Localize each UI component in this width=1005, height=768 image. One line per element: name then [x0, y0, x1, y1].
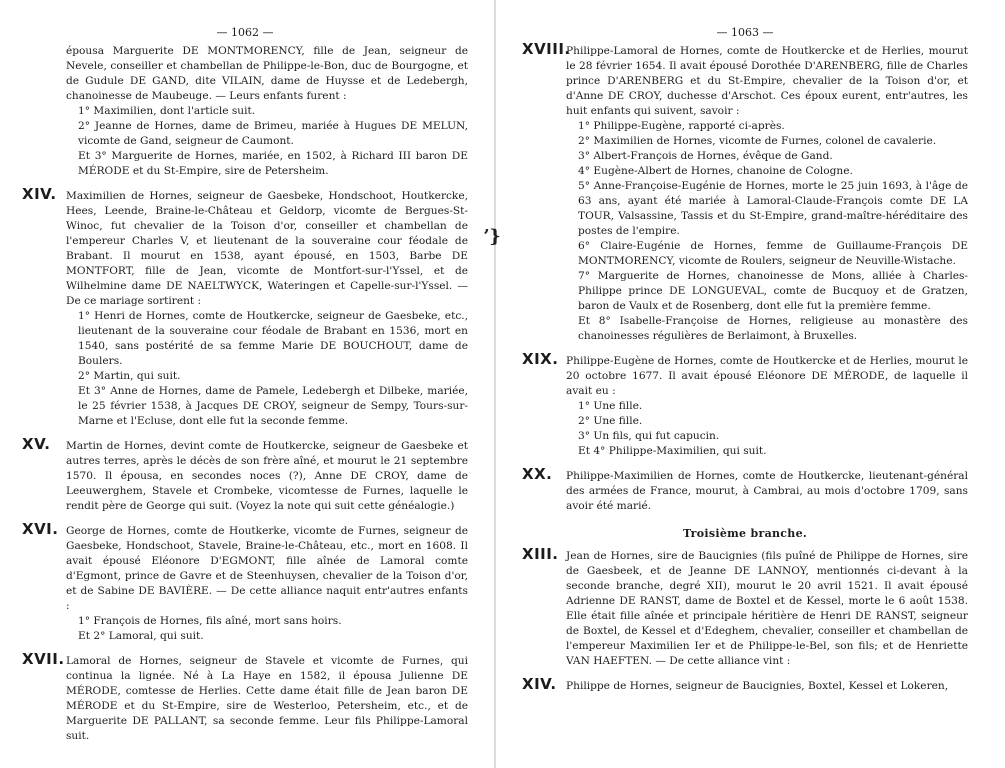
left-intro	[22, 44, 468, 179]
degree-numeral: XIV.	[522, 675, 557, 693]
degree-numeral: XVI.	[22, 520, 59, 538]
degree-numeral: XV.	[22, 435, 51, 453]
degree-numeral: XIX.	[522, 350, 559, 368]
entry-xvi	[22, 520, 468, 644]
entry-child: Et 8° Isabelle-Françoise de Hornes, religieuse au monastère des chanoinesses régulières de Berlaimont, à Bruxelles.	[578, 315, 968, 342]
left-page-number: — 1062 —	[216, 26, 274, 39]
entry-xviii	[522, 40, 968, 344]
entry-child: Et 4° Philippe-Maximilien, qui suit.	[578, 445, 767, 457]
entry-child: 1° Philippe-Eugène, rapporté ci-après.	[578, 120, 785, 132]
entry-xiv	[22, 185, 468, 429]
intro-paragraph: épousa Marguerite DE MONTMORENCY, fille de Jean, seigneur de Nevele, conseiller et chambellan de Philippe-le-Bon, duc de Bourgogne, et de Gudule DE GAND, dite VILAIN, dame de Huysse et de Ledebergh, chanoinesse de Maubeuge. — Leurs enfants furent :	[66, 45, 468, 102]
entry-child: 2° Maximilien de Hornes, vicomte de Furnes, colonel de cavalerie.	[578, 135, 937, 147]
section-title: Troisième branche.	[682, 527, 808, 540]
entry-child: 1° Une fille.	[578, 400, 643, 412]
entry-child: Et 3° Anne de Hornes, dame de Pamele, Ledebergh et Dilbeke, mariée, le 25 février 1538, à Jacques DE CROY, seigneur de Sempy, Tours-sur-Marne et l'Ecluse, dont elle fut la seconde femme.	[78, 385, 468, 427]
degree-numeral: XVII.	[22, 650, 65, 668]
degree-numeral: XVIII.	[522, 40, 571, 58]
entry-child: 1° Henri de Hornes, comte de Houtkercke, seigneur de Gaesbeke, etc., lieutenant de la souveraine cour féodale de Brabant en 1536, mort en 1540, sans postérité de sa femme Marie DE BOUCHOUT, dame de Boulers.	[78, 310, 468, 367]
right-page-number: — 1063 —	[716, 26, 774, 39]
entry-text: Maximilien de Hornes, seigneur de Gaesbeke, Hondschoot, Houtkercke, Hees, Leende, Braine-le-Château et Geldorp, vicomte de Bergues-St-Winoc, fut chevalier de la Toison d'or, conseiller et chambellan de l'empereur Charles V, et lieutenant de la souveraine cour féodale de Brabant. Il mourut en 1538, ayant épousé, en 1503, Barbe DE MONTFORT, fille de Jean, vicomte de Montfort-sur-l'Yssel, et de Wilhelmine dame DE NAELTWYCK, Wateringen et Capelle-sur-l'Yssel. — De ce mariage sortirent :	[66, 190, 468, 307]
entry-child: 1° François de Hornes, fils aîné, mort sans hoirs.	[78, 615, 342, 627]
intro-child-3: Et 3° Marguerite de Hornes, mariée, en 1502, à Richard III baron DE MÉRODE et du St-Empire, sire de Petersheim.	[78, 150, 468, 177]
margin-ink-mark: ʼ}	[483, 226, 501, 247]
entry-child: 7° Marguerite de Hornes, chanoinesse de Mons, alliée à Charles-Philippe prince DE LONGUEVAL, comte de Bucquoy et de Gratzen, baron de Vaulx et de Rosenberg, dont elle fut la première femme.	[578, 270, 968, 312]
entry-text: George de Hornes, comte de Houtkerke, vicomte de Furnes, seigneur de Gaesbeke, Hondschoot, Stavele, Braine-le-Château, etc., mort en 1608. Il avait épousé Eléonore D'EGMONT, fille aînée de Lamoral comte d'Egmont, prince de Gavre et de Steenhuysen, chevalier de la Toison d'or, et de Sabine DE BAVIÈRE. — De cette alliance naquit entr'autres enfants :	[66, 525, 468, 612]
degree-numeral: XX.	[522, 465, 553, 483]
entry-child: 6° Claire-Eugénie de Hornes, femme de Guillaume-François DE MONTMORENCY, vicomte de Roulers, seigneur de Neuville-Wistache.	[578, 240, 968, 267]
intro-child-1: 1° Maximilien, dont l'article suit.	[78, 105, 256, 117]
entry-text: Lamoral de Hornes, seigneur de Stavele et vicomte de Furnes, qui continua la lignée. Né à La Haye en 1582, il épousa Julienne DE MÉRODE, comtesse de Herlies. Cette dame était fille de Jean baron DE MÉRODE et du St-Empire, sire de Westerloo, Petersheim, etc., et de Marguerite DE PALLANT, sa seconde femme. Leur fils Philippe-Lamoral suit.	[66, 655, 468, 742]
entry-text: Jean de Hornes, sire de Baucignies (fils puîné de Philippe de Hornes, sire de Gaesbeek, et de Jeanne DE LANNOY, mentionnés ci-devant à la seconde branche, degré XII), mourut le 20 avril 1521. Il avait épousé Adrienne DE RANST, dame de Boxtel et de Kessel, morte le 6 août 1538. Elle était fille aînée et principale héritière de Henri DE RANST, seigneur de Boxtel, de Kessel et d'Edeghem, chevalier, conseiller et chambellan de l'empereur Maximilien Ier et de Philippe-le-Bel, son fils; et de Henriette VAN HAEFTEN. — De cette alliance vint :	[566, 550, 968, 667]
left-page	[22, 0, 468, 768]
entry-text: Philippe-Lamoral de Hornes, comte de Houtkercke et de Herlies, mourut le 28 février 1654. Il avait épousé Dorothée D'ARENBERG, fille de Charles prince D'ARENBERG et du St-Empire, chevalier de la Toison d'or, et d'Anne DE CROY, duchesse d'Arschot. Ces époux eurent, entr'autres, les huit enfants qui suivent, savoir :	[566, 45, 968, 117]
entry-xx	[522, 465, 968, 514]
book-spine	[494, 0, 496, 768]
entry-text: Philippe-Eugène de Hornes, comte de Houtkercke et de Herlies, mourut le 20 octobre 1677. Il avait épousé Eléonore DE MÉRODE, de laquelle il avait eu :	[566, 355, 968, 397]
entry-xiii	[522, 545, 968, 669]
entry-xix	[522, 350, 968, 459]
entry-child: 5° Anne-Françoise-Eugénie de Hornes, morte le 25 juin 1693, à l'âge de 63 ans, ayant été mariée à Lamoral-Claude-François comte DE LA TOUR, Valsassine, Tassis et du St-Empire, grand-maître-héréditaire des postes de l'empire.	[578, 180, 968, 237]
entry-child: 3° Un fils, qui fut capucin.	[578, 430, 720, 442]
entry-text: Philippe de Hornes, seigneur de Baucignies, Boxtel, Kessel et Lokeren,	[566, 680, 949, 692]
intro-child-2: 2° Jeanne de Hornes, dame de Brimeu, mariée à Hugues DE MELUN, vicomte de Gand, seigneur de Caumont.	[78, 120, 468, 147]
entry-xv	[22, 435, 468, 514]
entry-child: 2° Martin, qui suit.	[78, 370, 181, 382]
degree-numeral: XIV.	[22, 185, 57, 203]
entry-text: Martin de Hornes, devint comte de Houtkercke, seigneur de Gaesbeke et autres terres, après le décès de son frère aîné, et mourut le 21 septembre 1570. Il épousa, en secondes noces (?), Anne DE CROY, dame de Leeuwerghem, Stavele et Crombeke, vicomtesse de Furnes, laquelle le rendit père de George qui suit. (Voyez la note qui suit cette généalogie.)	[66, 440, 468, 512]
entry-xiv-b	[522, 675, 968, 694]
right-page	[522, 0, 968, 768]
entry-text: Philippe-Maximilien de Hornes, comte de Houtkercke, lieutenant-général des armées de France, mourut, à Cambrai, au mois d'octobre 1709, sans avoir été marié.	[566, 470, 968, 512]
entry-child: Et 2° Lamoral, qui suit.	[78, 630, 204, 642]
entry-xvii	[22, 650, 468, 744]
entry-child: 2° Une fille.	[578, 415, 643, 427]
entry-child: 3° Albert-François de Hornes, évêque de Gand.	[578, 150, 833, 162]
entry-child: 4° Eugène-Albert de Hornes, chanoine de Cologne.	[578, 165, 853, 177]
degree-numeral: XIII.	[522, 545, 559, 563]
